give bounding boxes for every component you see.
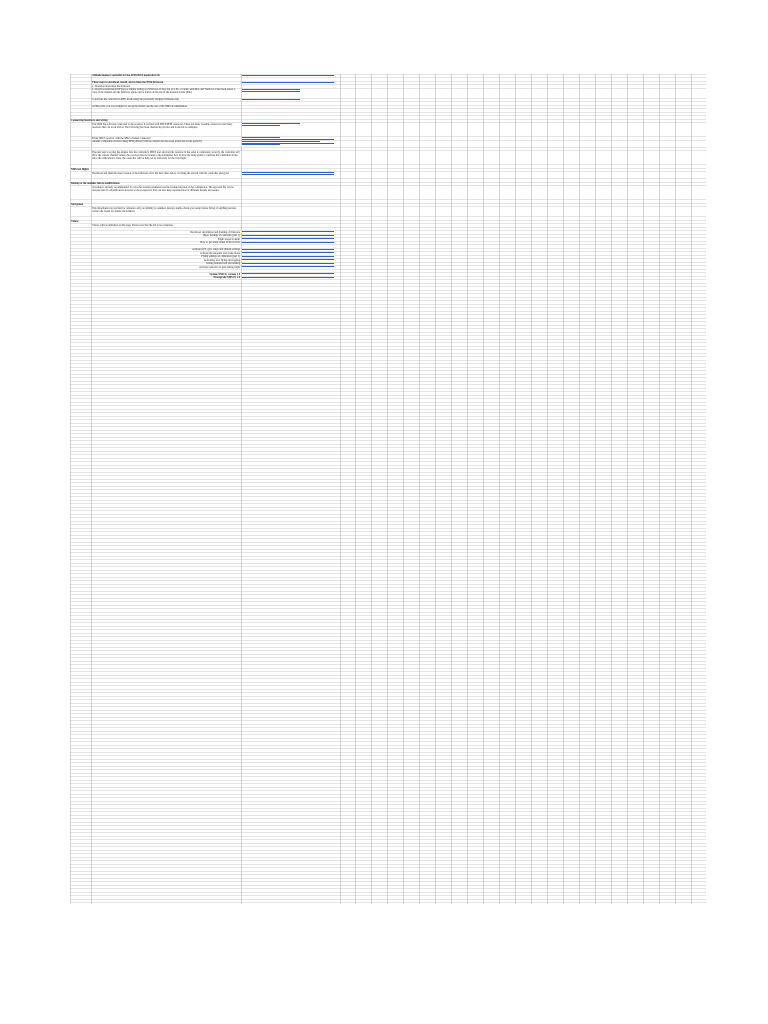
text-cell: Flight stages in detail [217, 237, 240, 241]
hyperlink[interactable] [242, 141, 320, 142]
hyperlink[interactable] [242, 231, 334, 232]
text-cell: Videos will be published on this page. Please note that the list is not complete. [92, 223, 174, 227]
table-row [70, 172, 706, 179]
section-heading: Navigation [71, 203, 84, 206]
hyperlink[interactable] [242, 125, 280, 126]
spreadsheet [70, 74, 706, 904]
section-heading: Connecting Receivers and wiring [71, 119, 108, 122]
link-cell [242, 88, 338, 98]
table-row [70, 140, 706, 147]
hyperlink[interactable] [242, 263, 334, 264]
text-cell: Another compatible receiver using PPM (mixed) with the adapter that has been tested and works perfectly [92, 140, 203, 143]
hyperlink[interactable] [242, 144, 280, 145]
table-row [70, 186, 706, 200]
hyperlink[interactable] [242, 75, 334, 76]
hyperlink[interactable] [242, 143, 334, 144]
hyperlink[interactable] [242, 277, 334, 278]
table-row [70, 123, 706, 137]
hyperlink[interactable] [242, 238, 334, 239]
text-cell: FrSky SBUS receiver with the SBUS channel connected [92, 136, 151, 140]
hyperlink[interactable] [242, 91, 300, 92]
text-cell: Activating, test, flying and logging [203, 258, 240, 262]
section-heading: Videos [71, 220, 79, 223]
hyperlink[interactable] [242, 252, 334, 253]
text-cell: Downgrade NMS by 1.0 [213, 276, 240, 279]
link-cell [242, 140, 338, 147]
hyperlink[interactable] [242, 266, 334, 267]
hyperlink[interactable] [242, 123, 300, 124]
text-cell: A backup is strongly recommended. To save the current parameters use the backup function of the configurator. The exported file can be restored later if a modification does not work as expected. You can also keep separate files for different models and setups. [92, 185, 234, 192]
text-cell: Activate reduction of gain during flight [199, 265, 240, 269]
text-cell: 1. Download and unzip the firmware [92, 84, 131, 88]
hyperlink[interactable] [242, 235, 334, 236]
hyperlink[interactable] [242, 89, 300, 90]
text-cell: Update NMS by version 1.0 [209, 272, 240, 276]
text-cell: Download, installation and flashing of firmware [190, 230, 240, 234]
hyperlink[interactable] [242, 256, 334, 257]
section-heading: NMS test flights [71, 168, 89, 171]
hyperlink[interactable] [242, 249, 334, 250]
link-cell [242, 123, 338, 137]
hyperlink[interactable] [242, 172, 334, 173]
hyperlink[interactable] [242, 259, 334, 260]
text-cell: Testing altitude hold and landing [205, 262, 240, 265]
text-cell: This information is provided for reference only; no liability is assumed. Always double-check your setup before flying; if anything unclear, contact the forum for further information. [92, 206, 237, 213]
text-cell: Download and flash the latest version of the firmware; view the first video below on flying the aircraft with the controller and gyros [92, 171, 229, 175]
hyperlink[interactable] [242, 137, 280, 138]
text-cell: Activate GPS, gyro range and altitude settings [191, 248, 240, 251]
link-cell [242, 276, 338, 280]
section-heading: Backup of the modules before modifications [71, 182, 120, 185]
text-cell: The next step is to plug the adapter into the controller's SBUS port and start the receiver. If the setup is completed correctly, the controller will show the current channel values; the receiver must be bound to the transmitter first. Follow the setup guide to calibrate the transmitter sticks. Once the calibration is done, the controller will be fully set up and ready for the first flight. [92, 150, 240, 160]
table-row [70, 276, 706, 280]
hyperlink[interactable] [242, 99, 300, 100]
text-cell: Attitude/motion Controller for the AEROBAT model aircraft [92, 74, 160, 77]
text-cell: At this point, you are prompted to set up the model; see the rest of the NMS documentation. [92, 105, 188, 108]
text-cell: The NMS has software connected to the receiver. It is fitted with SBUS/PPM connector. There are many possible connectors and many receivers that can work with it. The following has been checked in practice and is shown as examples: [92, 122, 233, 129]
table-row [70, 88, 706, 98]
text-cell: Flying settings on calibration (part 2) [201, 255, 240, 258]
table-row [70, 151, 706, 165]
text-cell: Basic Settings of controller (part 1) [203, 234, 240, 237]
link-cell [242, 172, 338, 179]
text-cell: 2. Download and install DFUse (or similar utility) for Windows. It may run on a PC or tablet; with Mac and Windows it has been tested; a copy of the manual and the firmware guide can be found on this site in the manuals folder (link) [92, 88, 236, 95]
hyperlink[interactable] [242, 82, 334, 83]
text-cell: Three steps to download, install, and re-flash the NMS firmware [92, 81, 164, 84]
table-row [70, 207, 706, 217]
hyperlink[interactable] [242, 242, 334, 243]
text-cell: How to get setup values from receiver [200, 241, 240, 244]
text-cell: 3. Activate the controller in DFU mode using the previously unzipped firmware file [92, 98, 179, 101]
hyperlink[interactable] [242, 273, 334, 274]
hyperlink[interactable] [242, 174, 334, 175]
text-cell: Activate the autopilot and cruise mode [199, 251, 240, 255]
